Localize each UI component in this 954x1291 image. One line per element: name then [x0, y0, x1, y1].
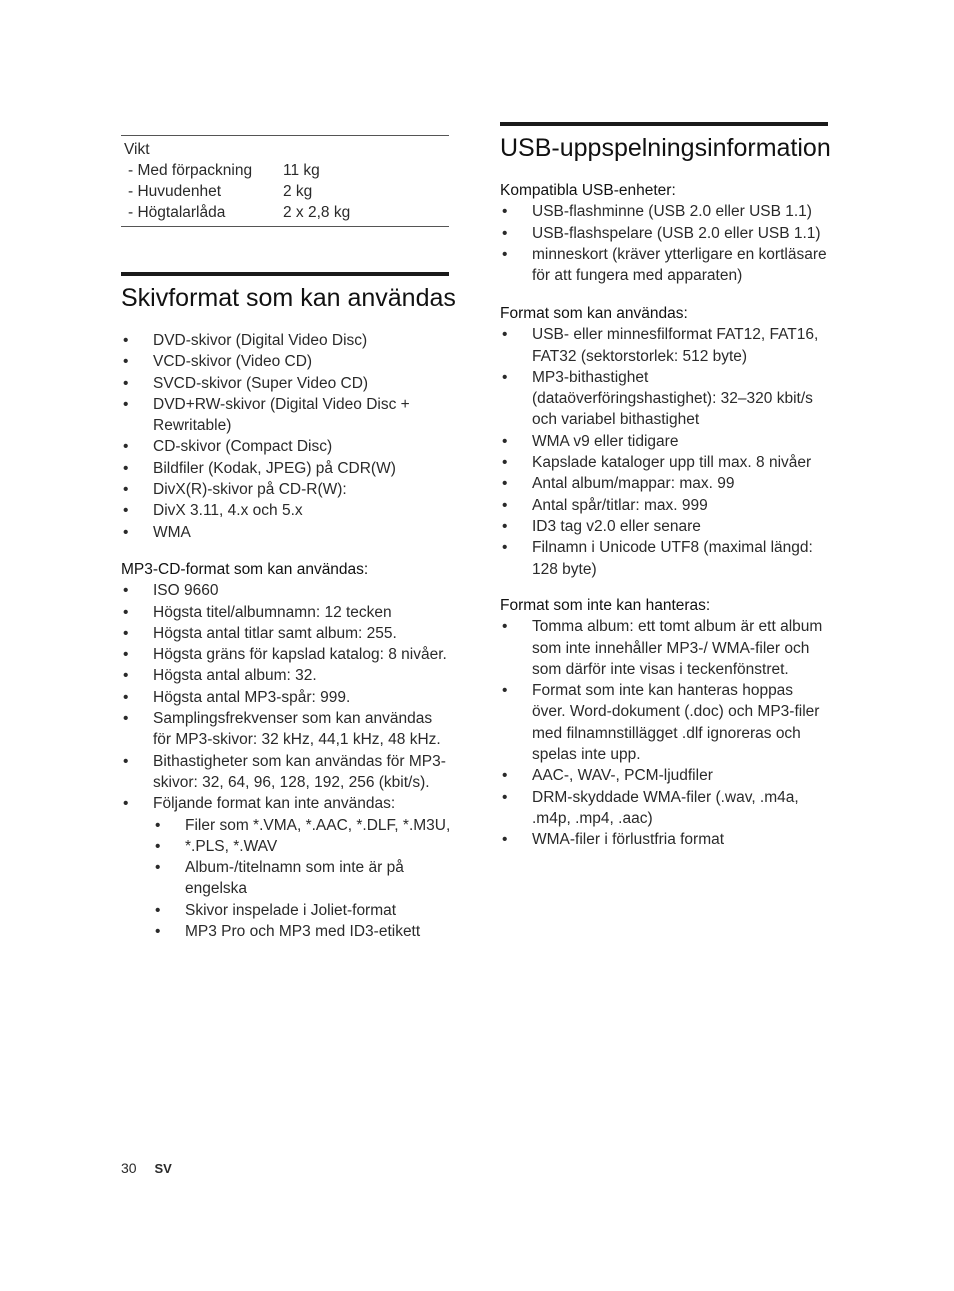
usb-unsupported-list: [500, 616, 830, 850]
mp3-heading: MP3-CD-format som kan användas:: [121, 561, 369, 578]
list-item: • VCD-skivor (Video CD): [121, 351, 451, 372]
list-item: • Filer som *.VMA, *.AAC, *.DLF, *.M3U,: [153, 815, 451, 836]
spec-label: - Högtalarlåda: [128, 204, 226, 221]
list-item: • Samplingsfrekvenser som kan användas för MP3-skivor: 32 kHz, 44,1 kHz, 48 kHz.: [121, 708, 451, 751]
list-item: • Bildfiler (Kodak, JPEG) på CDR(W): [121, 458, 451, 479]
list-item: • Högsta gräns för kapslad katalog: 8 nivåer.: [121, 644, 451, 665]
list-item: [121, 793, 451, 942]
list-item: • Album-/titelnamn som inte är på engelska: [153, 857, 451, 900]
list-item: • USB-flashspelare (USB 2.0 eller USB 1.1): [500, 223, 830, 244]
usb-heading: Kompatibla USB-enheter:: [500, 182, 676, 199]
list-item: • Kapslade kataloger upp till max. 8 nivåer: [500, 452, 830, 473]
weight-spec-table: [121, 135, 449, 227]
list-item: • Högsta antal titlar samt album: 255.: [121, 623, 451, 644]
usb-title: USB-uppspelningsinformation: [500, 122, 828, 164]
spec-label: - Huvudenhet: [128, 183, 222, 200]
disc-formats-block: [121, 330, 451, 543]
spec-value: 2 x 2,8 kg: [283, 204, 351, 221]
list-item: • WMA v9 eller tidigare: [500, 431, 830, 452]
spec-value: 11 kg: [283, 162, 320, 179]
list-item: • Högsta titel/albumnamn: 12 tecken: [121, 602, 451, 623]
list-item: • DVD+RW-skivor (Digital Video Disc + Rewritable): [121, 394, 451, 437]
list-item: • WMA-filer i förlustfria format: [500, 829, 830, 850]
list-item: • Format som inte kan hanteras hoppas över. Word-dokument (.doc) och MP3-filer med filnamnstillägget .dlf ignoreras och spelas inte upp.: [500, 680, 830, 765]
page-number: 30: [121, 1160, 137, 1176]
language-code: SV: [154, 1161, 172, 1176]
list-item: • MP3 Pro och MP3 med ID3-etikett: [153, 921, 451, 942]
list-item: • Tomma album: ett tomt album är ett album som inte innehåller MP3-/ WMA-filer och som därför inte visas i teckenfönstret.: [500, 616, 830, 680]
usb-formats-block: [500, 303, 830, 580]
list-item: • CD-skivor (Compact Disc): [121, 436, 451, 457]
list-item: • SVCD-skivor (Super Video CD): [121, 373, 451, 394]
list-item: • AAC-, WAV-, PCM-ljudfiler: [500, 765, 830, 786]
unsupported-heading: Format som inte kan hanteras:: [500, 597, 711, 614]
list-item: • Högsta antal MP3-spår: 999.: [121, 687, 451, 708]
list-item: • DRM-skyddade WMA-filer (.wav, .m4a, .m4p, .mp4, .aac): [500, 787, 830, 830]
list-item: • DivX(R)-skivor på CD-R(W):: [121, 479, 451, 500]
spec-value: 2 kg: [283, 183, 313, 200]
list-item: • ISO 9660: [121, 580, 451, 601]
mp3-block: [121, 559, 451, 942]
list-item: • Antal album/mappar: max. 99: [500, 473, 830, 494]
list-item: • ID3 tag v2.0 eller senare: [500, 516, 830, 537]
spec-row: [121, 181, 449, 202]
list-item: • MP3-bithastighet (dataöverföringshastighet): 32–320 kbit/s och variabel bithastighet: [500, 367, 830, 431]
list-item: • DivX 3.11, 4.x och 5.x: [121, 500, 451, 521]
unsupported-nested-list: [153, 815, 451, 943]
disc-formats-title: Skivformat som kan användas: [121, 272, 449, 314]
list-item: • USB-flashminne (USB 2.0 eller USB 1.1): [500, 201, 830, 222]
disc-formats-list: [121, 330, 451, 543]
list-item: • Skivor inspelade i Joliet-format: [153, 900, 451, 921]
list-item: • DVD-skivor (Digital Video Disc): [121, 330, 451, 351]
mp3-list: [121, 580, 451, 942]
list-item: • WMA: [121, 522, 451, 543]
spec-heading: Vikt: [124, 141, 150, 158]
page-footer: [121, 1158, 172, 1179]
spec-label: - Med förpackning: [128, 162, 253, 179]
usb-unsupported-block: [500, 595, 830, 851]
usb-devices-block: [500, 180, 830, 286]
list-item: • minneskort (kräver ytterligare en kortläsare för att fungera med apparaten): [500, 244, 830, 287]
list-item: • USB- eller minnesfilformat FAT12, FAT16, FAT32 (sektorstorlek: 512 byte): [500, 324, 830, 367]
usb-devices-list: [500, 201, 830, 286]
list-item: • Bithastigheter som kan användas för MP3-skivor: 32, 64, 96, 128, 192, 256 (kbit/s).: [121, 751, 451, 794]
list-item-text: Följande format kan inte användas:: [153, 795, 396, 813]
spec-row: [121, 202, 449, 223]
list-item: • Filnamn i Unicode UTF8 (maximal längd: 128 byte): [500, 537, 830, 580]
list-item: • *.PLS, *.WAV: [153, 836, 451, 857]
list-item: • Högsta antal album: 32.: [121, 665, 451, 686]
usb-formats-list: [500, 324, 830, 580]
spec-row: [121, 160, 449, 181]
formats-heading: Format som kan användas:: [500, 305, 688, 322]
list-item: • Antal spår/titlar: max. 999: [500, 495, 830, 516]
